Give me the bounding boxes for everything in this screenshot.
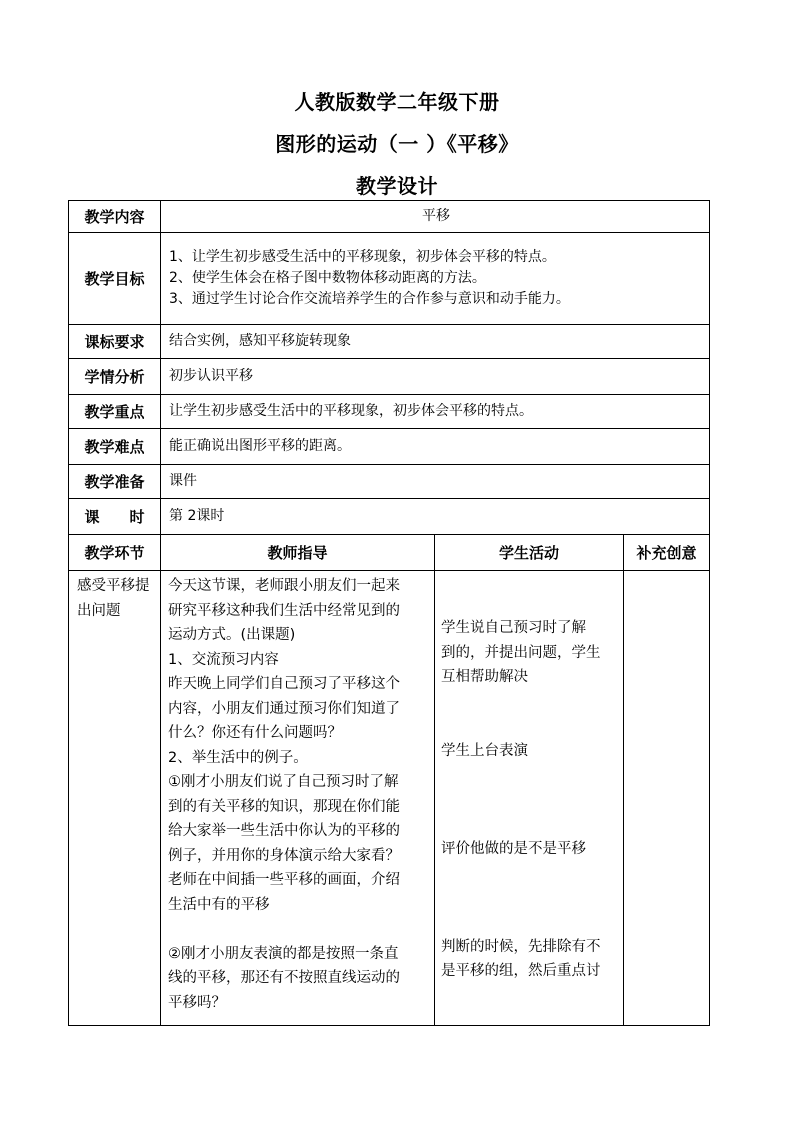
period-value: 第 2课时 bbox=[161, 499, 710, 535]
row-key-point bbox=[69, 395, 710, 429]
analysis-label: 学情分析 bbox=[69, 359, 161, 395]
teacher-line: 2、举生活中的例子。 bbox=[168, 749, 308, 766]
teacher-line: 给大家举一些生活中你认为的平移的 bbox=[168, 823, 400, 839]
student-line: 是平移的组，然后重点讨 bbox=[441, 963, 601, 979]
student-line: 评价他做的是不是平移 bbox=[441, 840, 586, 857]
key-point-label: 教学重点 bbox=[69, 395, 161, 429]
teacher-line: 平移吗？ bbox=[168, 994, 226, 1011]
student-line: 到的，并提出问题，学生 bbox=[441, 644, 601, 661]
student-line: 判断的时候，先排除有不 bbox=[441, 938, 601, 955]
goal-item: 2、使学生体会在格子图中数物体移动距离的方法。 bbox=[169, 270, 486, 286]
student-line: 互相帮助解决 bbox=[441, 669, 528, 685]
difficulty-value: 能正确说出图形平移的距离。 bbox=[161, 429, 710, 465]
teacher-line: 线的平移，那还有不按照直线运动的 bbox=[168, 970, 400, 986]
row-analysis bbox=[69, 359, 710, 395]
goals-value bbox=[161, 233, 710, 325]
header-extra: 补充创意 bbox=[624, 535, 710, 571]
row-difficulty bbox=[69, 429, 710, 465]
teacher-line: ①刚才小朋友们说了自己预习时了解 bbox=[168, 774, 399, 790]
teacher-line: 到的有关平移的知识，那现在你们能 bbox=[168, 798, 400, 815]
analysis-value: 初步认识平移 bbox=[161, 359, 710, 395]
teacher-line: 什么？你还有什么问题吗？ bbox=[168, 725, 342, 741]
header-student: 学生活动 bbox=[435, 535, 624, 571]
difficulty-label: 教学难点 bbox=[69, 429, 161, 465]
goal-item: 3、通过学生讨论合作交流培养学生的合作参与意识和动手能力。 bbox=[169, 291, 570, 307]
student-line: 学生说自己预习时了解 bbox=[441, 620, 586, 636]
row-content bbox=[69, 201, 710, 233]
teacher-line: ②刚才小朋友表演的都是按照一条直 bbox=[168, 945, 399, 962]
student-cell bbox=[435, 571, 624, 1026]
teacher-line: 1、交流预习内容 bbox=[168, 651, 279, 668]
stage-cell bbox=[69, 571, 161, 1026]
content-label: 教学内容 bbox=[69, 201, 161, 233]
lesson-title: 图形的运动（一 ）《平移》 bbox=[275, 132, 519, 156]
lesson-plan-table bbox=[68, 200, 710, 1026]
teacher-line: 内容，小朋友们通过预习你们知道了 bbox=[168, 700, 400, 717]
process-header-row bbox=[69, 535, 710, 571]
row-preparation bbox=[69, 465, 710, 499]
teacher-line: 例子，并用你的身体演示给大家看？ bbox=[168, 847, 400, 864]
teacher-cell bbox=[161, 571, 435, 1026]
teacher-line: 运动方式。(出课题) bbox=[168, 627, 296, 643]
header-teacher: 教师指导 bbox=[161, 535, 435, 571]
teacher-gap bbox=[168, 917, 430, 942]
standard-label: 课标要求 bbox=[69, 325, 161, 359]
teacher-line: 昨天晚上同学们自己预习了平移这个 bbox=[168, 676, 400, 692]
period-label: 课 时 bbox=[69, 499, 161, 535]
standard-value: 结合实例，感知平移旋转现象 bbox=[161, 325, 710, 359]
preparation-label: 教学准备 bbox=[69, 465, 161, 499]
key-point-value: 让学生初步感受生活中的平移现象，初步体会平移的特点。 bbox=[161, 395, 710, 429]
content-value: 平移 bbox=[161, 201, 710, 233]
teacher-line: 生活中有的平移 bbox=[168, 896, 270, 913]
stage-text: 感受平移提出问题 bbox=[77, 578, 150, 619]
row-goals bbox=[69, 233, 710, 325]
process-row bbox=[69, 571, 710, 1026]
header-stage: 教学环节 bbox=[69, 535, 161, 571]
goal-item: 1、让学生初步感受生活中的平移现象，初步体会平移的特点。 bbox=[169, 249, 556, 265]
row-period bbox=[69, 499, 710, 535]
goals-label: 教学目标 bbox=[69, 233, 161, 325]
teacher-line: 老师在中间插一些平移的画面，介绍 bbox=[168, 872, 400, 888]
student-line: 学生上台表演 bbox=[441, 742, 528, 759]
teacher-line: 今天这节课，老师跟小朋友们一起来 bbox=[168, 578, 400, 594]
row-standard bbox=[69, 325, 710, 359]
extra-cell bbox=[624, 571, 710, 1026]
design-title: 教学设计 bbox=[356, 174, 438, 198]
document-title: 人教版数学二年级下册 bbox=[294, 90, 500, 114]
preparation-value: 课件 bbox=[161, 465, 710, 499]
teacher-line: 研究平移这种我们生活中经常见到的 bbox=[168, 602, 400, 619]
